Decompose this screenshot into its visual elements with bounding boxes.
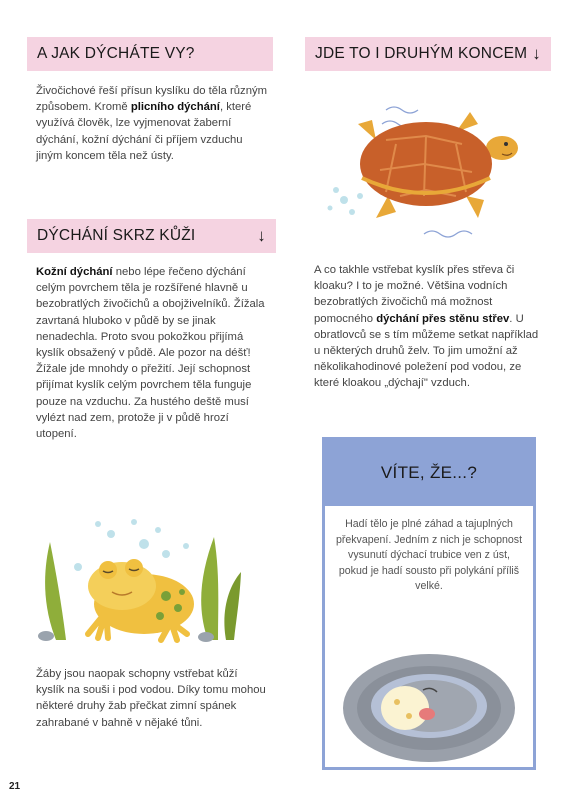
header-breathing-title: A JAK DÝCHÁTE VY? (37, 45, 195, 62)
did-you-know-header (325, 440, 533, 506)
header-breathing (27, 37, 273, 71)
paragraph-frog: Žáby jsou naopak schopny vstřebat kůží kyslík na souši i pod vodou. Díky tomu mohou některé druhy žab přečkat zimní spánek zahrabané v bahně v nějaké tůni. (36, 668, 266, 729)
paragraph-breathing: Živočichové řeší přísun kyslíku do těla různým způsobem. Kromě plicního dýchání, které využívá člověk, lze vyjmenovat žaberní dýchání, kožní dýchání či příjem vzduchu jiným koncem těla než ústy. (36, 85, 268, 162)
header-other-end-title: JDE TO I DRUHÝM KONCEM (315, 45, 528, 62)
snake-illustration (339, 650, 519, 765)
header-other-end (305, 37, 551, 71)
did-you-know-title: VÍTE, ŽE...? (380, 463, 478, 482)
highlight-gut-breathing: dýchání přes stěnu střev (376, 312, 510, 325)
paragraph-other-end: A co takhle vstřebat kyslík přes střeva či kloaku? I to je možné. Většina vodních bezobratlých živočichů má možnost pomocného dýchání přes stěnu střev. U obratlovců se s tím můžeme setkat například u některých druhů želv. To jim umožní až několikahodinové poležení pod vodou, ze které kloakou „dýchají" vzduch. (314, 264, 539, 390)
arrow-down-icon: ↓ (257, 226, 266, 245)
highlight-skin-breathing: Kožní dýchání (36, 266, 113, 278)
did-you-know-box (322, 437, 536, 770)
page-number: 21 (9, 781, 21, 792)
arrow-down-icon: ↓ (532, 44, 541, 63)
paragraph-skin: Kožní dýchání nebo lépe řečeno dýchání celým povrchem těla je rozšířené hlavně u bezobratlých živočichů a obojživelníků. Žížala zavrtaná hluboko v půdě by se jinak nenadechla. Proto svou pokožkou přijímá kyslík obsažený v půdě. Ale pozor na déšť! Žížale jde mnohdy o přežití. Její schopnost přijímat kyslík celým povrchem těla funguje pouze na vzduchu. Za hustého deště musí vylézt nad zem, protože ji v půdě hrozí utopení. (36, 266, 265, 441)
highlight-lung-breathing: plicního dýchání (130, 101, 220, 114)
header-skin (27, 219, 276, 253)
frog-illustration (36, 512, 246, 647)
turtle-illustration (316, 100, 536, 250)
header-skin-title: DÝCHÁNÍ SKRZ KŮŽI (37, 227, 196, 244)
did-you-know-text: Hadí tělo je plné záhad a tajuplných překvapení. Jedním z nich je schopnost vysunutí dýchací trubice ven z úst, pokud je hadí sousto při polykání příliš velké. (335, 518, 523, 593)
